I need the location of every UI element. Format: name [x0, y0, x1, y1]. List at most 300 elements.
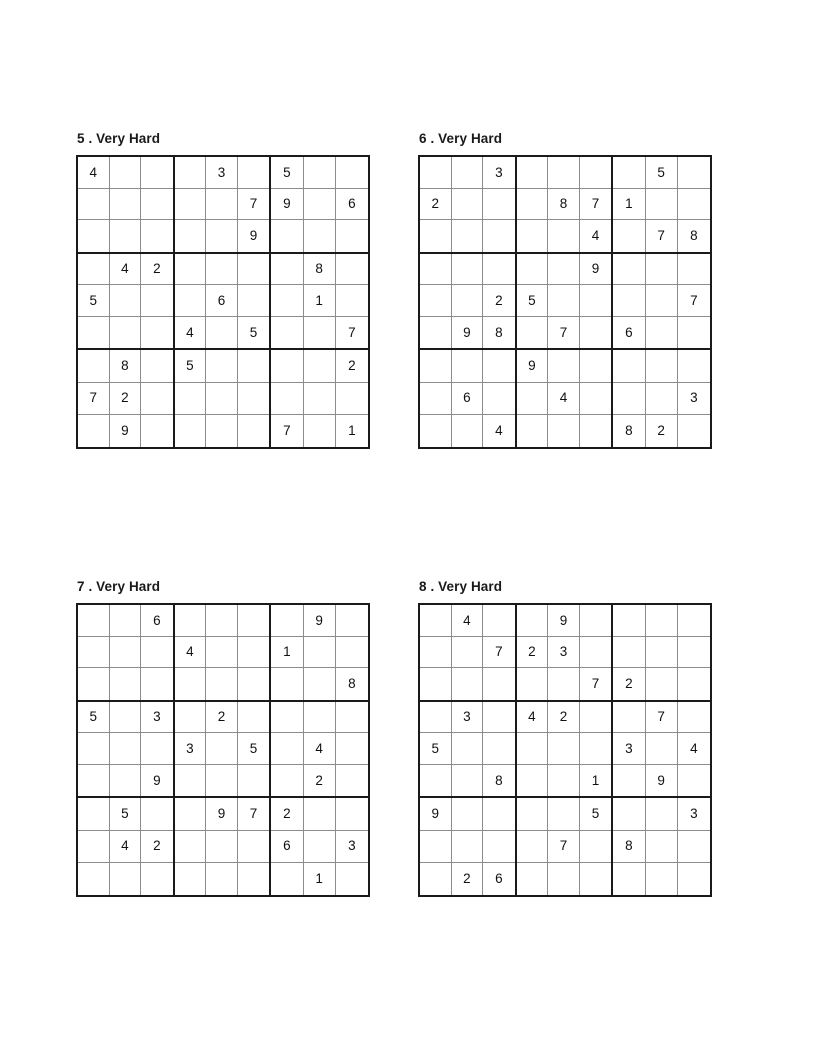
sudoku-cell[interactable]	[206, 254, 238, 286]
sudoku-cell[interactable]	[141, 317, 173, 349]
sudoku-cell[interactable]: 8	[548, 189, 580, 221]
puzzle-6-board[interactable]	[418, 155, 712, 449]
sudoku-cell[interactable]	[206, 189, 238, 221]
sudoku-cell[interactable]	[580, 415, 612, 447]
sudoku-cell[interactable]	[304, 831, 336, 863]
sudoku-cell[interactable]	[110, 863, 142, 895]
sudoku-cell[interactable]	[206, 350, 238, 382]
sudoku-cell[interactable]	[452, 157, 484, 189]
sudoku-cell[interactable]	[271, 383, 303, 415]
sudoku-cell[interactable]: 6	[141, 605, 173, 637]
sudoku-cell[interactable]	[452, 415, 484, 447]
sudoku-cell[interactable]	[175, 798, 207, 830]
sudoku-cell[interactable]	[238, 668, 270, 700]
sudoku-cell[interactable]	[336, 383, 368, 415]
sudoku-cell[interactable]: 2	[613, 668, 645, 700]
sudoku-cell[interactable]	[517, 668, 549, 700]
sudoku-cell[interactable]	[483, 189, 515, 221]
sudoku-cell[interactable]	[613, 702, 645, 734]
sudoku-cell[interactable]	[517, 765, 549, 797]
sudoku-cell[interactable]: 9	[452, 317, 484, 349]
sudoku-cell[interactable]: 3	[483, 157, 515, 189]
sudoku-cell[interactable]	[336, 605, 368, 637]
sudoku-cell[interactable]	[206, 637, 238, 669]
sudoku-cell[interactable]	[175, 383, 207, 415]
sudoku-cell[interactable]	[678, 637, 710, 669]
sudoku-cell[interactable]	[238, 157, 270, 189]
sudoku-cell[interactable]: 4	[548, 383, 580, 415]
sudoku-cell[interactable]	[336, 863, 368, 895]
sudoku-cell[interactable]: 3	[175, 733, 207, 765]
sudoku-cell[interactable]	[175, 605, 207, 637]
sudoku-cell[interactable]	[678, 317, 710, 349]
sudoku-cell[interactable]	[646, 863, 678, 895]
sudoku-cell[interactable]: 9	[249, 228, 258, 244]
sudoku-cell[interactable]	[678, 605, 710, 637]
sudoku-cell[interactable]	[452, 254, 484, 286]
sudoku-cell[interactable]	[548, 254, 580, 286]
sudoku-cell[interactable]	[678, 254, 710, 286]
sudoku-cell[interactable]	[580, 157, 612, 189]
sudoku-cell[interactable]	[271, 317, 303, 349]
sudoku-cell[interactable]	[271, 220, 303, 252]
sudoku-cell[interactable]	[452, 220, 484, 252]
sudoku-cell[interactable]	[304, 350, 336, 382]
sudoku-cell[interactable]: 8	[495, 772, 503, 788]
sudoku-cell[interactable]: 4	[678, 733, 710, 765]
sudoku-cell[interactable]	[517, 383, 549, 415]
sudoku-cell[interactable]	[78, 765, 110, 797]
sudoku-cell[interactable]: 3	[336, 831, 368, 863]
sudoku-cell[interactable]	[336, 285, 368, 317]
sudoku-cell[interactable]	[420, 350, 452, 382]
sudoku-cell[interactable]	[304, 668, 336, 700]
sudoku-cell[interactable]	[78, 637, 110, 669]
sudoku-cell[interactable]: 3	[678, 383, 710, 415]
sudoku-cell[interactable]	[613, 798, 645, 830]
sudoku-cell[interactable]	[548, 415, 580, 447]
sudoku-cell[interactable]: 8	[613, 831, 645, 863]
sudoku-cell[interactable]	[420, 383, 452, 415]
sudoku-cell[interactable]: 1	[613, 189, 645, 221]
sudoku-cell[interactable]	[206, 317, 238, 349]
puzzle-5-board[interactable]	[76, 155, 370, 449]
sudoku-cell[interactable]	[580, 605, 612, 637]
sudoku-cell[interactable]	[336, 765, 368, 797]
sudoku-cell[interactable]	[304, 383, 336, 415]
sudoku-cell[interactable]	[304, 189, 336, 221]
sudoku-cell[interactable]	[336, 798, 368, 830]
sudoku-cell[interactable]	[548, 157, 580, 189]
sudoku-cell[interactable]	[78, 254, 110, 286]
sudoku-cell[interactable]	[175, 254, 207, 286]
sudoku-cell[interactable]	[678, 157, 710, 189]
sudoku-cell[interactable]: 5	[238, 733, 270, 765]
sudoku-cell[interactable]	[238, 415, 270, 447]
sudoku-cell[interactable]	[304, 157, 336, 189]
sudoku-cell[interactable]	[517, 157, 549, 189]
sudoku-cell[interactable]: 6	[495, 871, 503, 887]
sudoku-cell[interactable]: 5	[420, 733, 452, 765]
sudoku-cell[interactable]	[580, 863, 612, 895]
sudoku-cell[interactable]	[271, 733, 303, 765]
sudoku-cell[interactable]	[78, 415, 110, 447]
sudoku-cell[interactable]: 7	[548, 831, 580, 863]
sudoku-cell[interactable]: 7	[483, 637, 515, 669]
sudoku-cell[interactable]	[238, 765, 270, 797]
sudoku-cell[interactable]	[78, 831, 110, 863]
sudoku-cell[interactable]: 8	[304, 254, 336, 286]
sudoku-cell[interactable]: 8	[690, 228, 698, 244]
sudoku-cell[interactable]	[271, 702, 303, 734]
sudoku-cell[interactable]	[452, 668, 484, 700]
sudoku-cell[interactable]	[110, 668, 142, 700]
sudoku-cell[interactable]	[78, 668, 110, 700]
sudoku-cell[interactable]	[483, 702, 515, 734]
sudoku-cell[interactable]	[206, 863, 238, 895]
sudoku-cell[interactable]	[483, 350, 515, 382]
sudoku-cell[interactable]	[141, 189, 173, 221]
sudoku-cell[interactable]: 9	[548, 605, 580, 637]
sudoku-cell[interactable]	[175, 285, 207, 317]
sudoku-cell[interactable]	[517, 254, 549, 286]
sudoku-cell[interactable]	[452, 733, 484, 765]
sudoku-cell[interactable]: 2	[206, 702, 238, 734]
sudoku-cell[interactable]: 4	[110, 254, 142, 286]
sudoku-cell[interactable]	[175, 189, 207, 221]
sudoku-cell[interactable]: 8	[348, 676, 356, 692]
sudoku-cell[interactable]	[548, 798, 580, 830]
sudoku-cell[interactable]: 4	[78, 157, 110, 189]
sudoku-cell[interactable]: 7	[678, 285, 710, 317]
sudoku-cell[interactable]: 2	[420, 189, 452, 221]
sudoku-cell[interactable]	[613, 220, 645, 252]
sudoku-cell[interactable]	[78, 189, 110, 221]
sudoku-cell[interactable]: 6	[206, 285, 238, 317]
sudoku-cell[interactable]	[238, 383, 270, 415]
sudoku-cell[interactable]	[420, 285, 452, 317]
sudoku-cell[interactable]	[271, 285, 303, 317]
sudoku-cell[interactable]: 2	[304, 765, 336, 797]
sudoku-cell[interactable]	[483, 733, 515, 765]
sudoku-cell[interactable]	[452, 285, 484, 317]
sudoku-cell[interactable]	[483, 668, 515, 700]
sudoku-cell[interactable]	[452, 350, 484, 382]
sudoku-cell[interactable]: 2	[110, 383, 142, 415]
sudoku-cell[interactable]: 9	[517, 350, 549, 382]
sudoku-cell[interactable]: 7	[591, 676, 600, 692]
sudoku-cell[interactable]	[175, 415, 207, 447]
sudoku-cell[interactable]: 5	[646, 157, 678, 189]
sudoku-cell[interactable]	[420, 668, 452, 700]
sudoku-cell[interactable]: 9	[271, 189, 303, 221]
sudoku-cell[interactable]	[175, 220, 207, 252]
sudoku-cell[interactable]	[646, 189, 678, 221]
sudoku-cell[interactable]	[110, 157, 142, 189]
sudoku-cell[interactable]	[175, 831, 207, 863]
sudoku-cell[interactable]: 9	[646, 765, 678, 797]
sudoku-cell[interactable]: 1	[348, 423, 356, 439]
sudoku-cell[interactable]: 4	[591, 228, 600, 244]
sudoku-cell[interactable]	[175, 668, 207, 700]
sudoku-cell[interactable]: 4	[110, 831, 142, 863]
sudoku-cell[interactable]	[580, 317, 612, 349]
sudoku-cell[interactable]: 8	[495, 324, 503, 340]
sudoku-cell[interactable]	[206, 415, 238, 447]
sudoku-cell[interactable]	[646, 668, 678, 700]
sudoku-cell[interactable]	[613, 605, 645, 637]
sudoku-cell[interactable]	[141, 668, 173, 700]
sudoku-cell[interactable]	[517, 831, 549, 863]
sudoku-cell[interactable]	[304, 415, 336, 447]
sudoku-cell[interactable]: 6	[336, 189, 368, 221]
sudoku-cell[interactable]: 7	[78, 383, 110, 415]
sudoku-cell[interactable]	[206, 765, 238, 797]
sudoku-cell[interactable]	[580, 350, 612, 382]
sudoku-cell[interactable]: 7	[348, 324, 356, 340]
sudoku-cell[interactable]	[141, 637, 173, 669]
sudoku-cell[interactable]	[304, 637, 336, 669]
sudoku-cell[interactable]: 4	[452, 605, 484, 637]
sudoku-cell[interactable]: 9	[580, 254, 612, 286]
sudoku-cell[interactable]	[206, 668, 238, 700]
sudoku-cell[interactable]	[580, 285, 612, 317]
sudoku-cell[interactable]	[141, 863, 173, 895]
sudoku-cell[interactable]	[420, 605, 452, 637]
sudoku-cell[interactable]: 4	[304, 733, 336, 765]
sudoku-cell[interactable]	[517, 863, 549, 895]
sudoku-cell[interactable]	[110, 702, 142, 734]
sudoku-cell[interactable]	[110, 220, 142, 252]
sudoku-cell[interactable]: 9	[420, 798, 452, 830]
sudoku-cell[interactable]	[271, 668, 303, 700]
sudoku-cell[interactable]	[336, 702, 368, 734]
sudoku-cell[interactable]	[452, 831, 484, 863]
sudoku-cell[interactable]	[646, 605, 678, 637]
sudoku-cell[interactable]	[141, 415, 173, 447]
sudoku-cell[interactable]	[646, 350, 678, 382]
sudoku-cell[interactable]	[336, 254, 368, 286]
sudoku-cell[interactable]	[238, 863, 270, 895]
sudoku-cell[interactable]: 1	[591, 772, 600, 788]
sudoku-cell[interactable]	[548, 668, 580, 700]
sudoku-cell[interactable]	[613, 157, 645, 189]
sudoku-cell[interactable]: 6	[613, 317, 645, 349]
sudoku-cell[interactable]	[141, 220, 173, 252]
sudoku-cell[interactable]: 2	[517, 637, 549, 669]
sudoku-cell[interactable]: 1	[271, 637, 303, 669]
sudoku-cell[interactable]	[110, 637, 142, 669]
sudoku-cell[interactable]	[420, 702, 452, 734]
sudoku-cell[interactable]: 9	[206, 798, 238, 830]
sudoku-cell[interactable]	[548, 220, 580, 252]
sudoku-cell[interactable]: 7	[548, 317, 580, 349]
sudoku-cell[interactable]	[420, 157, 452, 189]
sudoku-cell[interactable]	[110, 285, 142, 317]
sudoku-cell[interactable]	[78, 350, 110, 382]
sudoku-cell[interactable]: 4	[175, 317, 207, 349]
sudoku-cell[interactable]	[613, 285, 645, 317]
sudoku-cell[interactable]	[238, 702, 270, 734]
sudoku-cell[interactable]	[420, 415, 452, 447]
sudoku-cell[interactable]	[238, 254, 270, 286]
sudoku-cell[interactable]: 2	[141, 254, 173, 286]
sudoku-cell[interactable]	[238, 285, 270, 317]
sudoku-cell[interactable]	[678, 668, 710, 700]
sudoku-cell[interactable]	[238, 637, 270, 669]
sudoku-cell[interactable]	[420, 637, 452, 669]
sudoku-cell[interactable]	[613, 765, 645, 797]
sudoku-cell[interactable]	[452, 798, 484, 830]
sudoku-cell[interactable]: 3	[613, 733, 645, 765]
sudoku-cell[interactable]	[110, 605, 142, 637]
sudoku-cell[interactable]: 6	[452, 383, 484, 415]
sudoku-cell[interactable]	[517, 605, 549, 637]
sudoku-cell[interactable]	[78, 220, 110, 252]
sudoku-cell[interactable]	[175, 863, 207, 895]
sudoku-cell[interactable]	[420, 317, 452, 349]
sudoku-cell[interactable]	[336, 637, 368, 669]
sudoku-cell[interactable]	[78, 605, 110, 637]
sudoku-cell[interactable]	[678, 863, 710, 895]
sudoku-cell[interactable]	[646, 285, 678, 317]
sudoku-cell[interactable]	[238, 831, 270, 863]
sudoku-cell[interactable]: 7	[580, 189, 612, 221]
sudoku-cell[interactable]	[304, 317, 336, 349]
sudoku-cell[interactable]	[483, 383, 515, 415]
sudoku-cell[interactable]: 7	[646, 702, 678, 734]
sudoku-cell[interactable]: 2	[483, 285, 515, 317]
sudoku-cell[interactable]	[336, 220, 368, 252]
sudoku-cell[interactable]: 4	[517, 702, 549, 734]
sudoku-cell[interactable]	[420, 863, 452, 895]
sudoku-cell[interactable]: 5	[249, 324, 258, 340]
sudoku-cell[interactable]	[206, 831, 238, 863]
sudoku-cell[interactable]: 1	[304, 285, 336, 317]
sudoku-cell[interactable]	[646, 798, 678, 830]
sudoku-cell[interactable]: 5	[78, 702, 110, 734]
sudoku-cell[interactable]	[580, 831, 612, 863]
sudoku-cell[interactable]	[141, 733, 173, 765]
sudoku-cell[interactable]: 3	[678, 798, 710, 830]
sudoku-cell[interactable]: 8	[613, 415, 645, 447]
sudoku-cell[interactable]	[336, 157, 368, 189]
puzzle-7-board[interactable]	[76, 603, 370, 897]
sudoku-cell[interactable]: 8	[110, 350, 142, 382]
sudoku-cell[interactable]	[78, 317, 110, 349]
sudoku-cell[interactable]	[238, 605, 270, 637]
sudoku-cell[interactable]: 7	[238, 798, 270, 830]
sudoku-cell[interactable]	[420, 831, 452, 863]
sudoku-cell[interactable]	[78, 863, 110, 895]
sudoku-cell[interactable]: 5	[78, 285, 110, 317]
sudoku-cell[interactable]: 2	[548, 702, 580, 734]
sudoku-cell[interactable]: 2	[646, 415, 678, 447]
sudoku-cell[interactable]: 2	[141, 831, 173, 863]
sudoku-cell[interactable]	[678, 702, 710, 734]
sudoku-cell[interactable]	[336, 733, 368, 765]
sudoku-cell[interactable]	[206, 605, 238, 637]
sudoku-cell[interactable]	[517, 415, 549, 447]
sudoku-cell[interactable]	[613, 350, 645, 382]
sudoku-cell[interactable]	[517, 317, 549, 349]
sudoku-cell[interactable]	[110, 765, 142, 797]
sudoku-cell[interactable]	[517, 220, 549, 252]
sudoku-cell[interactable]: 5	[517, 285, 549, 317]
sudoku-cell[interactable]: 7	[646, 220, 678, 252]
sudoku-cell[interactable]	[206, 383, 238, 415]
sudoku-cell[interactable]	[483, 220, 515, 252]
sudoku-cell[interactable]	[141, 798, 173, 830]
sudoku-cell[interactable]: 1	[304, 863, 336, 895]
sudoku-cell[interactable]	[548, 863, 580, 895]
sudoku-cell[interactable]	[483, 254, 515, 286]
sudoku-cell[interactable]	[613, 254, 645, 286]
sudoku-cell[interactable]	[646, 383, 678, 415]
sudoku-cell[interactable]	[304, 220, 336, 252]
sudoku-cell[interactable]	[420, 220, 452, 252]
sudoku-cell[interactable]	[206, 220, 238, 252]
sudoku-cell[interactable]	[175, 157, 207, 189]
sudoku-cell[interactable]	[613, 383, 645, 415]
sudoku-cell[interactable]	[206, 733, 238, 765]
sudoku-cell[interactable]: 2	[336, 350, 368, 382]
sudoku-cell[interactable]	[141, 350, 173, 382]
sudoku-cell[interactable]: 4	[175, 637, 207, 669]
sudoku-cell[interactable]	[646, 831, 678, 863]
sudoku-cell[interactable]	[517, 733, 549, 765]
sudoku-cell[interactable]: 7	[271, 415, 303, 447]
sudoku-cell[interactable]	[141, 383, 173, 415]
sudoku-cell[interactable]: 5	[110, 798, 142, 830]
sudoku-cell[interactable]	[483, 798, 515, 830]
sudoku-cell[interactable]: 9	[304, 605, 336, 637]
sudoku-cell[interactable]	[548, 733, 580, 765]
sudoku-cell[interactable]	[483, 605, 515, 637]
sudoku-cell[interactable]: 9	[110, 415, 142, 447]
sudoku-cell[interactable]	[271, 350, 303, 382]
sudoku-cell[interactable]	[141, 157, 173, 189]
sudoku-cell[interactable]: 3	[141, 702, 173, 734]
sudoku-cell[interactable]	[517, 189, 549, 221]
sudoku-cell[interactable]	[580, 733, 612, 765]
sudoku-cell[interactable]	[420, 765, 452, 797]
sudoku-cell[interactable]: 3	[206, 157, 238, 189]
sudoku-cell[interactable]: 6	[271, 831, 303, 863]
sudoku-cell[interactable]: 4	[495, 423, 503, 439]
sudoku-cell[interactable]	[548, 350, 580, 382]
sudoku-cell[interactable]	[175, 702, 207, 734]
sudoku-cell[interactable]	[678, 415, 710, 447]
sudoku-cell[interactable]	[78, 798, 110, 830]
sudoku-cell[interactable]	[580, 383, 612, 415]
sudoku-cell[interactable]	[175, 765, 207, 797]
puzzle-8-board[interactable]	[418, 603, 712, 897]
sudoku-cell[interactable]: 2	[452, 863, 484, 895]
sudoku-cell[interactable]	[646, 254, 678, 286]
sudoku-cell[interactable]: 2	[271, 798, 303, 830]
sudoku-cell[interactable]	[646, 637, 678, 669]
sudoku-cell[interactable]: 3	[548, 637, 580, 669]
sudoku-cell[interactable]: 7	[238, 189, 270, 221]
sudoku-cell[interactable]	[613, 637, 645, 669]
sudoku-cell[interactable]: 9	[153, 772, 161, 788]
sudoku-cell[interactable]	[646, 733, 678, 765]
sudoku-cell[interactable]	[678, 189, 710, 221]
sudoku-cell[interactable]	[271, 863, 303, 895]
sudoku-cell[interactable]	[580, 637, 612, 669]
sudoku-cell[interactable]: 5	[580, 798, 612, 830]
